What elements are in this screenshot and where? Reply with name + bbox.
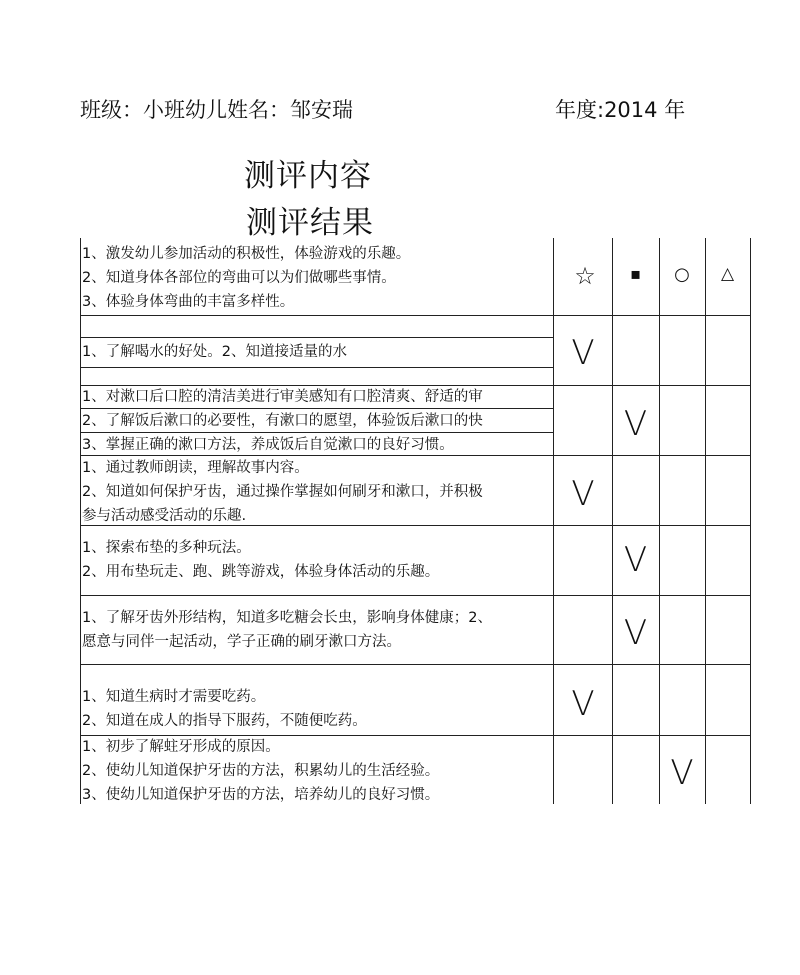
row-divider (80, 315, 751, 316)
content-title: 测评内容 (244, 158, 372, 194)
table-row (82, 340, 552, 364)
row-line: 1、通过教师朗读，理解故事内容。 (82, 460, 309, 476)
triangle-symbol-icon: △ (720, 264, 735, 284)
table-row (82, 385, 552, 457)
row-line: 2、知道如何保护牙齿，通过操作掌握如何刷牙和漱口，并积极 (82, 484, 483, 500)
square-symbol-icon: ▪ (630, 264, 641, 283)
table-row (82, 456, 552, 528)
row-line: 2、知道在成人的指导下服药，不随便吃药。 (82, 713, 367, 729)
row-line: 1、探索布垫的多种玩法。 (82, 540, 251, 556)
star-symbol-icon: ☆ (574, 262, 596, 290)
row-divider (80, 367, 554, 368)
table-row (82, 606, 552, 654)
check-mark: V (623, 540, 648, 580)
table-border-right (750, 238, 751, 804)
table-border-left (80, 238, 81, 804)
row-line: 参与活动感受活动的乐趣. (82, 508, 247, 524)
column-divider (705, 238, 706, 804)
column-divider (612, 238, 613, 804)
row-line: 2、知道身体各部位的弯曲可以为们做哪些事情。 (82, 270, 396, 286)
check-mark: V (670, 753, 694, 793)
table-row (82, 536, 552, 584)
check-mark: V (571, 474, 595, 514)
check-mark: V (571, 684, 595, 724)
row-line: 3、掌握正确的漱口方法，养成饭后自觉漱口的良好习惯。 (82, 437, 454, 453)
row-line: 1、了解喝水的好处。2、知道接适量的水 (82, 344, 347, 360)
table-row (82, 735, 552, 807)
row-line: 3、体验身体弯曲的丰富多样性。 (82, 294, 295, 310)
row-line: 2、使幼儿知道保护牙齿的方法，积累幼儿的生活经验。 (82, 763, 440, 779)
row-line: 1、对漱口后口腔的清洁美进行审美感知有口腔清爽、舒适的审 (82, 389, 483, 405)
check-mark: V (623, 404, 648, 444)
check-mark: V (571, 333, 595, 373)
column-divider (659, 238, 660, 804)
row-line: 2、了解饭后漱口的必要性，有漱口的愿望，体验饭后漱口的快 (82, 413, 483, 429)
result-title: 测评结果 (246, 205, 374, 241)
table-row (82, 685, 552, 733)
row-line: 1、初步了解蛀牙形成的原因。 (82, 739, 280, 755)
row-line: 1、了解牙齿外形结构，知道多吃糖会长虫，影响身体健康；2、 (82, 610, 492, 626)
row-line: 1、激发幼儿参加活动的积极性，体验游戏的乐趣。 (82, 246, 411, 262)
class-name-label: 班级：小班幼儿姓名：邹安瑞 (80, 98, 353, 122)
row-line: 愿意与同伴一起活动，学子正确的刷牙漱口方法。 (82, 634, 401, 650)
table-row (82, 242, 552, 314)
row-line: 3、使幼儿知道保护牙齿的方法，培养幼儿的良好习惯。 (82, 787, 440, 803)
check-mark: V (623, 613, 648, 653)
year-label: 年度:2014 年 (555, 98, 686, 122)
circle-symbol-icon: ○ (674, 264, 690, 285)
row-divider (80, 664, 751, 665)
row-line: 2、用布垫玩走、跑、跳等游戏，体验身体活动的乐趣。 (82, 564, 440, 580)
row-divider (80, 595, 751, 596)
row-line: 1、知道生病时才需要吃药。 (82, 689, 266, 705)
row-divider (80, 337, 554, 338)
